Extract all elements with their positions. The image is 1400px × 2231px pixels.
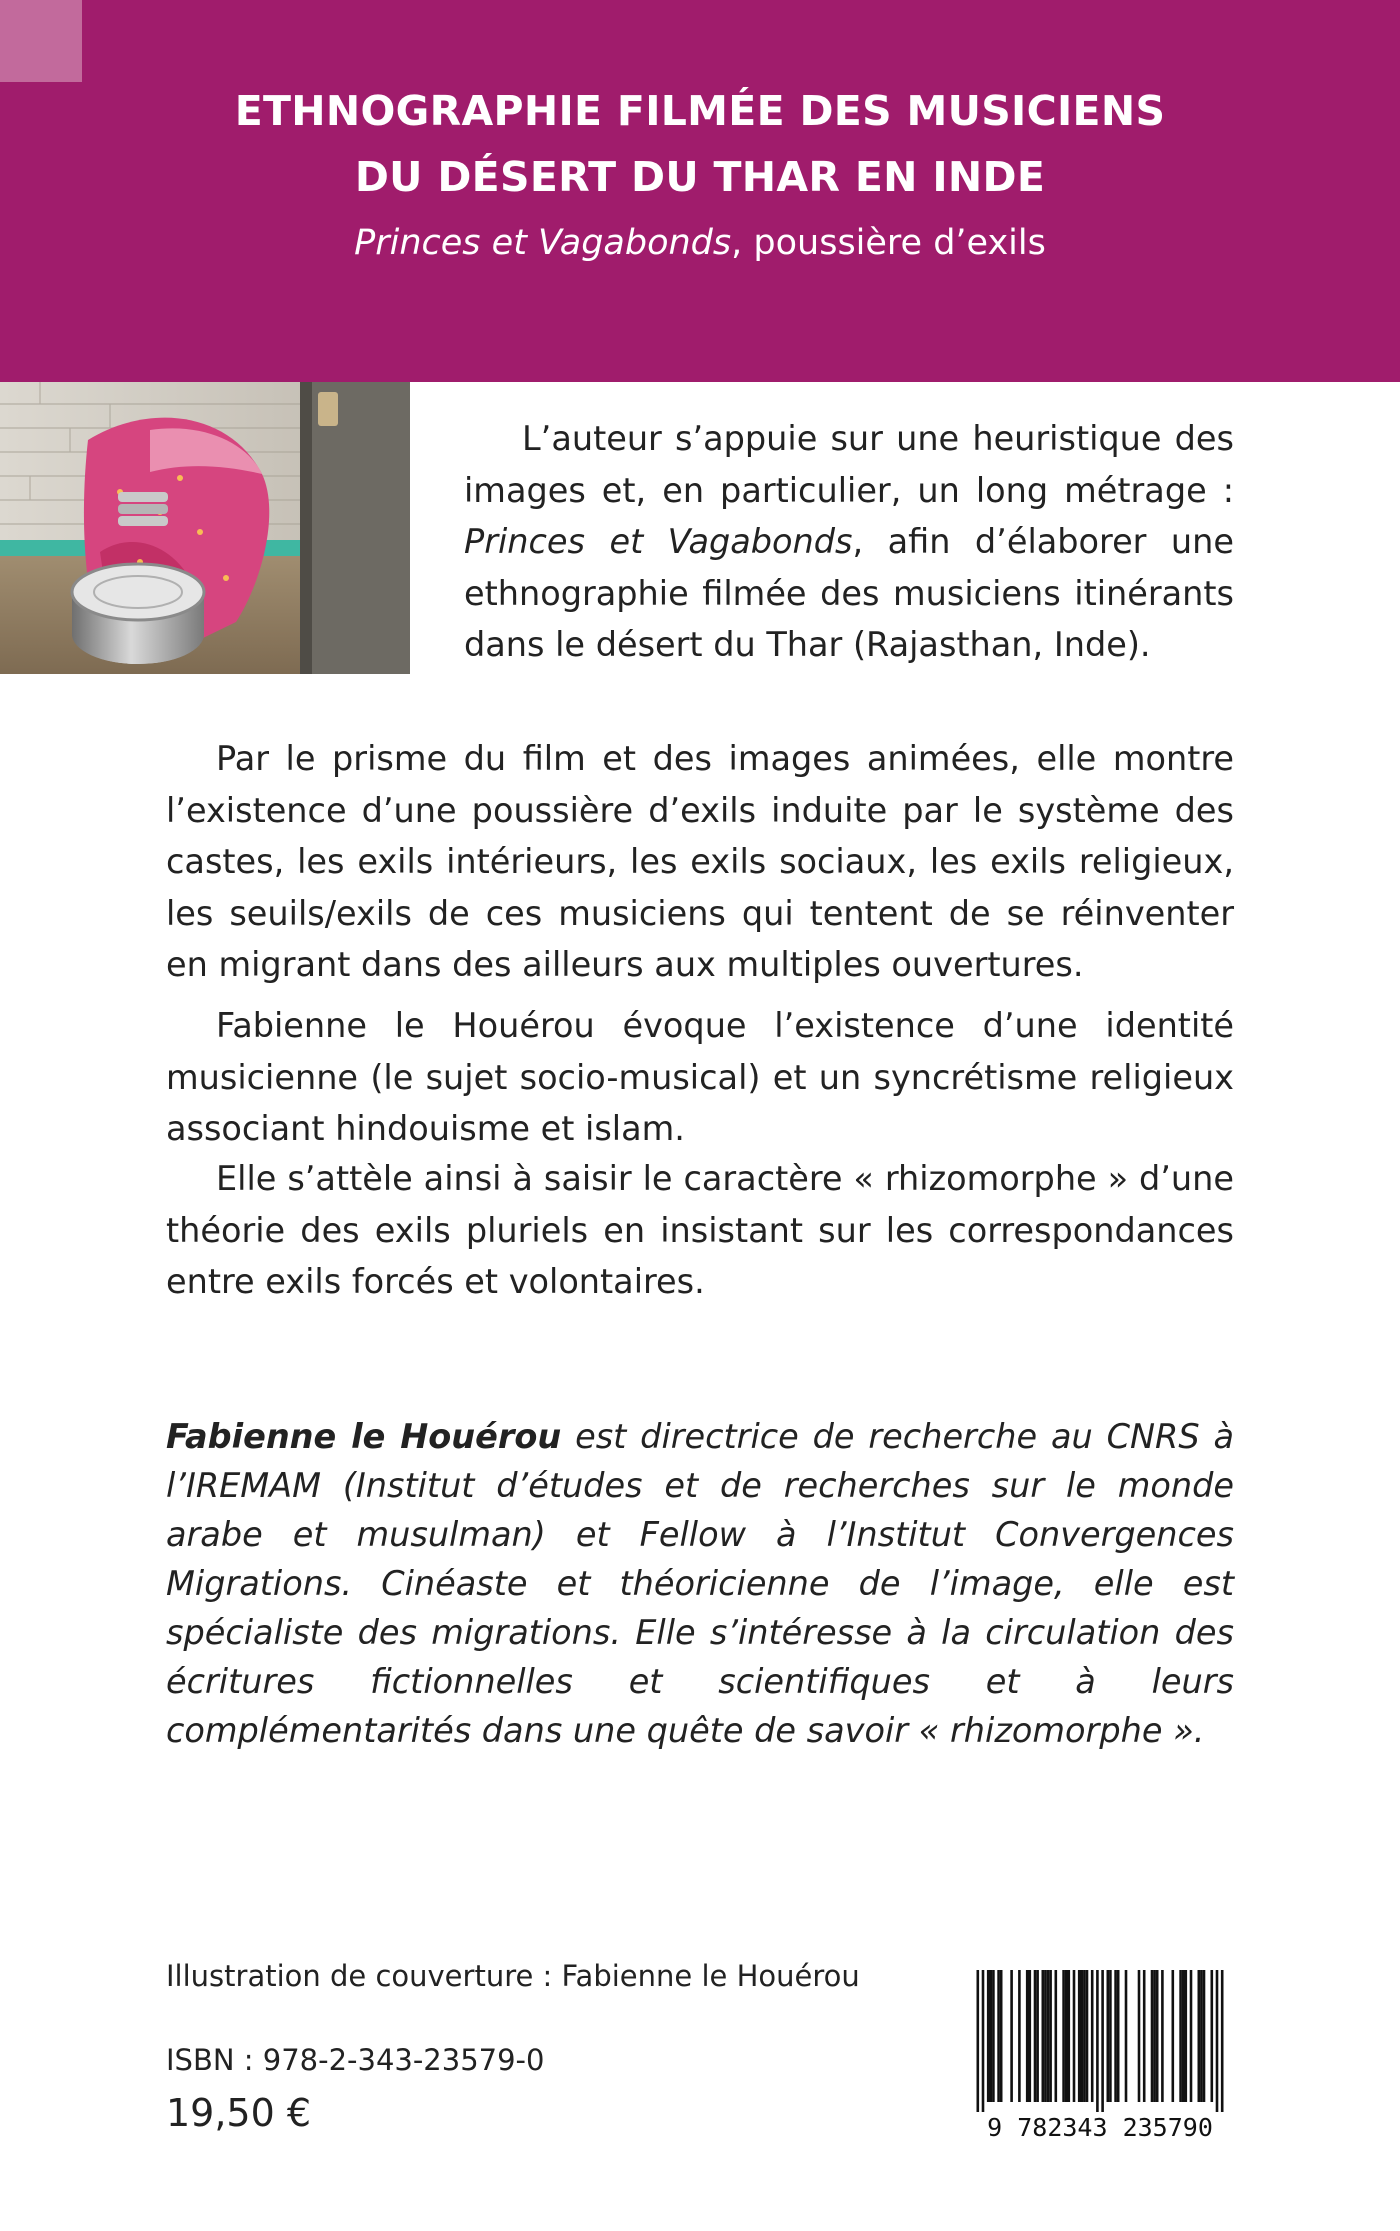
barcode-bar — [1044, 1970, 1047, 2102]
barcode-bar — [1221, 1970, 1224, 2112]
isbn: ISBN : 978-2-343-23579-0 — [166, 2043, 545, 2077]
price: 19,50 € — [166, 2091, 312, 2135]
barcode-bar — [1034, 1970, 1037, 2102]
blurb-paragraph-2: Par le prisme du film et des images animées, elle montre l’existence d’une poussière d’exils induite par le système des castes, les exils intérieurs, les exils sociaux, les exils religieux, les seuils/exils de ces musiciens qui tentent de se réinventer en migrant dans des ailleurs aux multiples ouvertures. — [166, 739, 1234, 984]
barcode-bar — [1086, 1970, 1089, 2102]
barcode-bar — [1010, 1970, 1013, 2102]
barcode — [960, 1966, 1240, 2144]
blurb-p1-before: L’auteur s’appuie sur une heuristique des images et, en particulier, un long métrage : — [464, 419, 1234, 510]
barcode-bar — [1114, 1970, 1117, 2102]
barcode-bar — [990, 1970, 993, 2102]
book-title — [100, 78, 1300, 210]
barcode-bar — [1153, 1970, 1156, 2102]
barcode-bar — [982, 1970, 985, 2112]
barcode-bar — [1216, 1970, 1219, 2112]
barcode-bar — [1143, 1970, 1146, 2102]
barcode-bar — [1029, 1970, 1032, 2102]
barcode-bar — [1125, 1970, 1128, 2102]
author-bio — [166, 1412, 1234, 1755]
illustration-credit: Illustration de couverture : Fabienne le Houérou — [166, 1959, 860, 1993]
barcode-bar — [1026, 1970, 1029, 2102]
musician-with-drum-photo-icon — [0, 382, 410, 674]
subtitle-film-title: Princes et Vagabonds — [354, 223, 732, 263]
barcode-bar — [1200, 1970, 1203, 2102]
barcode-bar — [1091, 1970, 1094, 2102]
barcode-bar — [1042, 1970, 1045, 2102]
title-line-2: DU DÉSERT DU THAR EN INDE — [354, 153, 1046, 201]
blurb-paragraph-4: Elle s’attèle ainsi à saisir le caractère « rhizomorphe » d’une théorie des exils pluriels en insistant sur les correspondances entre exils forcés et volontaires. — [166, 1159, 1234, 1301]
barcode-bar — [1172, 1970, 1175, 2102]
barcode-bar — [1185, 1970, 1188, 2102]
blurb-paragraph-3: Fabienne le Houérou évoque l’existence d’une identité musicienne (le sujet socio-musical) et un syncrétisme religieux associant hindouisme et islam. — [166, 1006, 1234, 1148]
barcode-bar — [1055, 1970, 1058, 2102]
barcode-bar — [997, 1970, 1000, 2102]
title-line-1: ETHNOGRAPHIE FILMÉE DES MUSICIENS — [234, 87, 1166, 135]
barcode-bar — [1203, 1970, 1206, 2102]
barcode-bar — [1107, 1970, 1110, 2102]
barcode-bar — [1190, 1970, 1193, 2102]
barcode-bar — [1078, 1970, 1081, 2102]
barcode-bar — [1049, 1970, 1052, 2102]
cover-photo — [0, 382, 410, 674]
barcode-bar — [977, 1970, 980, 2112]
barcode-bar — [1138, 1970, 1141, 2102]
barcode-bar — [1156, 1970, 1159, 2102]
blurb-paragraph-1 — [464, 413, 1234, 671]
barcode-bar — [1151, 1970, 1154, 2102]
barcode-bar — [1182, 1970, 1185, 2102]
barcode-bar — [1117, 1970, 1120, 2102]
barcode-bar — [1081, 1970, 1084, 2102]
barcode-bar — [1036, 1970, 1039, 2102]
barcode-bar — [1018, 1970, 1021, 2102]
barcode-bar — [1065, 1970, 1068, 2102]
corner-accent-square — [0, 0, 82, 82]
book-subtitle — [100, 218, 1300, 268]
author-bio-text: est directrice de recherche au CNRS à l’IREMAM (Institut d’études et de recherches sur le monde arabe et musulman) et Fellow à l’Institut Convergences Migrations. Cinéaste et théoricienne de l’image, elle est spécialiste des migrations. Elle s’intéresse à la circulation des écritures fictionnelles et scientifiques et à leurs complémentarités dans une quête de savoir « rhizomorphe ». — [166, 1417, 1234, 1750]
barcode-bar — [1161, 1970, 1164, 2102]
barcode-bar — [1000, 1970, 1003, 2102]
blurb-p1-after: , afin d’élaborer une ethnographie filmée des musiciens itinérants dans le désert du Thar (Rajasthan, Inde). — [464, 522, 1234, 664]
barcode-bar — [1101, 1970, 1104, 2112]
barcode-bar — [1047, 1970, 1050, 2102]
barcode-bar — [987, 1970, 990, 2102]
barcode-bar — [1179, 1970, 1182, 2102]
barcode-bar — [1198, 1970, 1201, 2102]
author-name: Fabienne le Houérou — [166, 1417, 562, 1456]
barcode-bar — [1211, 1970, 1214, 2102]
barcode-bar — [1062, 1970, 1065, 2102]
barcode-bar — [1083, 1970, 1086, 2102]
blurb-p1-film-title: Princes et Vagabonds — [464, 522, 853, 561]
barcode-bar — [1109, 1970, 1112, 2102]
subtitle-rest: , poussière d’exils — [731, 223, 1046, 263]
barcode-bar — [992, 1970, 995, 2102]
barcode-bar — [1068, 1970, 1071, 2102]
barcode-bar — [1073, 1970, 1076, 2102]
barcode-bar — [1096, 1970, 1099, 2112]
barcode-number: 9 782343 235790 — [987, 2113, 1213, 2142]
